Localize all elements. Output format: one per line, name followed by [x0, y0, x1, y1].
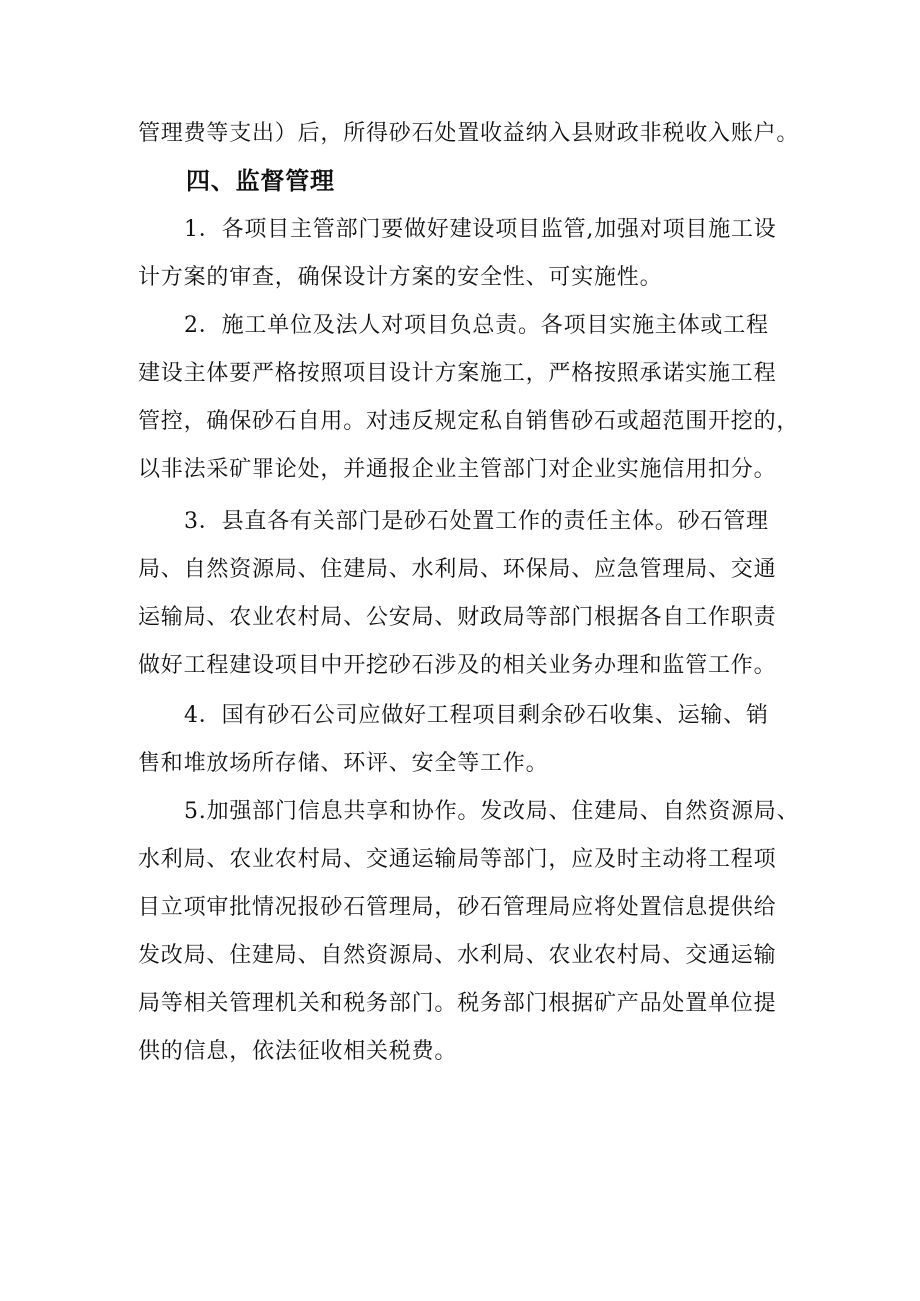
paragraph-line: 管控，确保砂石自用。对违反规定私自销售砂石或超范围开挖的，	[138, 409, 800, 434]
paragraph-line: 发改局、住建局、自然资源局、水利局、农业农村局、交通运输	[138, 943, 777, 968]
paragraph-line: 做好工程建设项目中开挖砂石涉及的相关业务办理和监管工作。	[138, 653, 777, 678]
paragraph-line: 运输局、农业农村局、公安局、财政局等部门根据各自工作职责	[138, 605, 777, 630]
paragraph-line: 以非法采矿罪论处，并通报企业主管部门对企业实施信用扣分。	[138, 457, 777, 482]
paragraph-line: 管理费等支出）后，所得砂石处置收益纳入县财政非税收入账户。	[138, 121, 800, 146]
paragraph-line: 3．县直各有关部门是砂石处置工作的责任主体。砂石管理	[184, 509, 769, 534]
paragraph-line: 建设主体要严格按照项目设计方案施工，严格按照承诺实施工程	[138, 361, 777, 386]
paragraph-line: 售和堆放场所存储、环评、安全等工作。	[138, 751, 549, 776]
paragraph-line: 4．国有砂石公司应做好工程项目剩余砂石收集、运输、销	[184, 703, 769, 728]
paragraph-line: 供的信息，依法征收相关税费。	[138, 1039, 458, 1064]
paragraph-line: 1．各项目主管部门要做好建设项目监管,加强对项目施工设	[184, 217, 777, 242]
paragraph-line: 计方案的审查，确保设计方案的安全性、可实施性。	[138, 265, 663, 290]
paragraph-line: 目立项审批情况报砂石管理局，砂石管理局应将处置信息提供给	[138, 895, 777, 920]
paragraph-line: 局、自然资源局、住建局、水利局、环保局、应急管理局、交通	[138, 557, 777, 582]
section-heading: 四、监督管理	[186, 167, 335, 195]
paragraph-line: 水利局、农业农村局、交通运输局等部门，应及时主动将工程项	[138, 847, 777, 872]
paragraph-line: 局等相关管理机关和税务部门。税务部门根据矿产品处置单位提	[138, 991, 777, 1016]
paragraph-line: 2．施工单位及法人对项目负总责。各项目实施主体或工程	[184, 313, 769, 338]
paragraph-line: 5.加强部门信息共享和协作。发改局、住建局、自然资源局、	[184, 799, 800, 824]
